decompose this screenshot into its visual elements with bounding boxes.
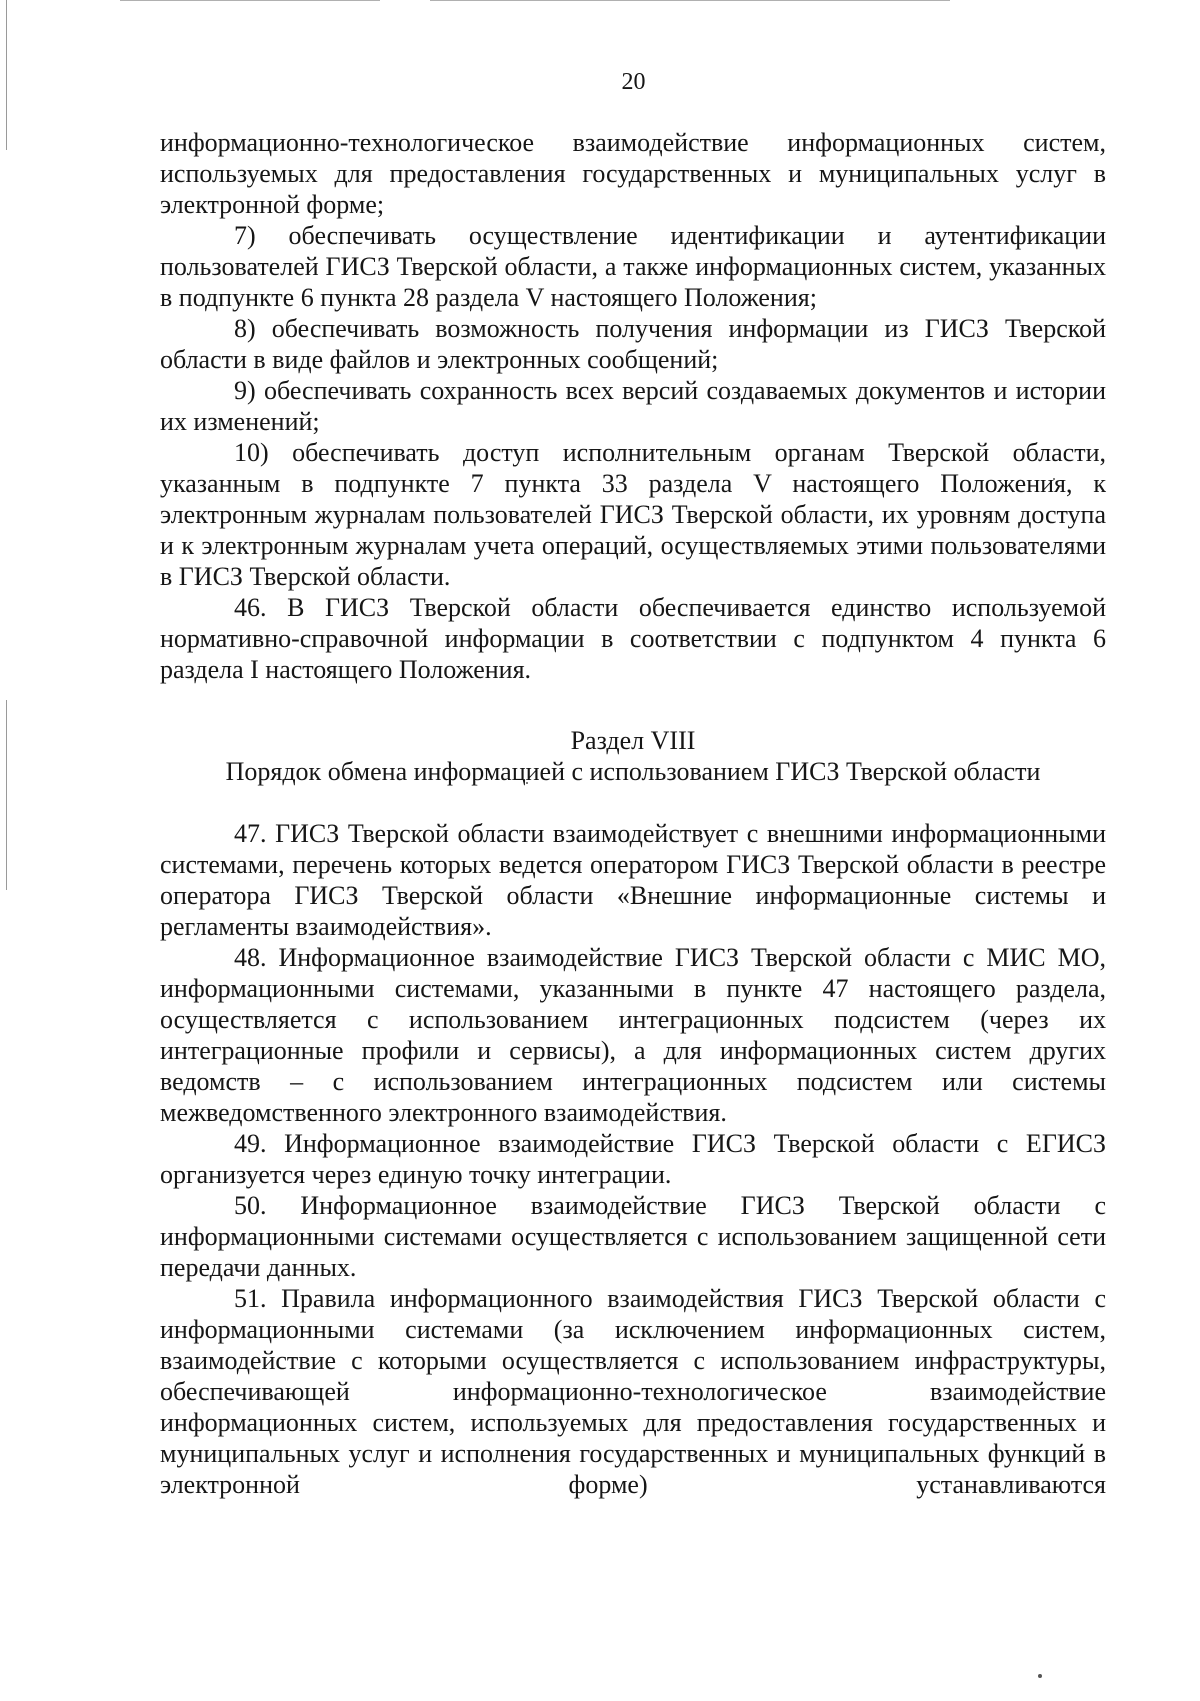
scan-top-edge: [120, 0, 380, 1]
document-body: [160, 127, 1106, 1500]
paragraph-item-8: 8) обеспечивать возможность получения информации из ГИСЗ Тверской области в виде файлов и электронных сообщений;: [160, 314, 1106, 374]
paragraph-47: 47. ГИСЗ Тверской области взаимодействует с внешними информационными системами, перечень которых ведется оператором ГИСЗ Тверской области в реестре оператора ГИСЗ Тверской области «Внешние информационные системы и регламенты взаимодействия».: [160, 819, 1106, 941]
paragraph-item-7: 7) обеспечивать осуществление идентификации и аутентификации пользователей ГИСЗ Тверской области, а также информационных систем, указанных в подпункте 6 пункта 28 раздела V настоящего Положения;: [160, 221, 1106, 312]
section-title: Раздел VIII: [570, 726, 696, 755]
paragraph-item-9: 9) обеспечивать сохранность всех версий создаваемых документов и истории их изменений;: [160, 376, 1106, 436]
scan-top-edge: [430, 0, 950, 1]
paragraph-49: 49. Информационное взаимодействие ГИСЗ Тверской области с ЕГИСЗ организуется через единую точку интеграции.: [160, 1129, 1106, 1189]
paragraph-48: 48. Информационное взаимодействие ГИСЗ Тверской области с МИС МО, информационными системами, указанными в пункте 47 настоящего раздела, осуществляется с использованием интеграционных подсистем (через их интеграционные профили и сервисы), а для информационных систем других ведомств – с использованием интеграционных подсистем или системы межведомственного электронного взаимодействия.: [160, 943, 1106, 1127]
paragraph-51: 51. Правила информационного взаимодействия ГИСЗ Тверской области с информационными системами (за исключением информационных систем, взаимодействие с которыми осуществляется с использованием инфраструктуры, обеспечивающей информационно-технологическое взаимодействие информационных систем, используемых для предоставления государственных и муниципальных услуг и исполнения государственных и муниципальных функций в электронной форме) устанавливаются: [160, 1284, 1106, 1499]
paragraph-continuation: информационно-технологическое взаимодействие информационных систем, используемых для предоставления государственных и муниципальных услуг в электронной форме;: [160, 128, 1106, 219]
page-number: 20: [621, 69, 646, 95]
section-subtitle: Порядок обмена информацией с использованием ГИСЗ Тверской области: [225, 757, 1041, 786]
scan-edge-mark: [6, 700, 7, 890]
paragraph-item-10: 10) обеспечивать доступ исполнительным органам Тверской области, указанным в подпункте 7 пункта 33 раздела V настоящего Положения, к электронным журналам пользователей ГИСЗ Тверской области, их уровням доступа и к электронным журналам учета операций, осуществляемых этими пользователями в ГИСЗ Тверской области.: [160, 438, 1106, 591]
paragraph-46: 46. В ГИСЗ Тверской области обеспечивается единство используемой нормативно-справочной информации в соответствии с подпунктом 4 пункта 6 раздела I настоящего Положения.: [160, 593, 1106, 684]
scan-speck: [1038, 1674, 1042, 1678]
paragraph-50: 50. Информационное взаимодействие ГИСЗ Тверской области с информационными системами осуществляется с использованием защищенной сети передачи данных.: [160, 1191, 1106, 1282]
